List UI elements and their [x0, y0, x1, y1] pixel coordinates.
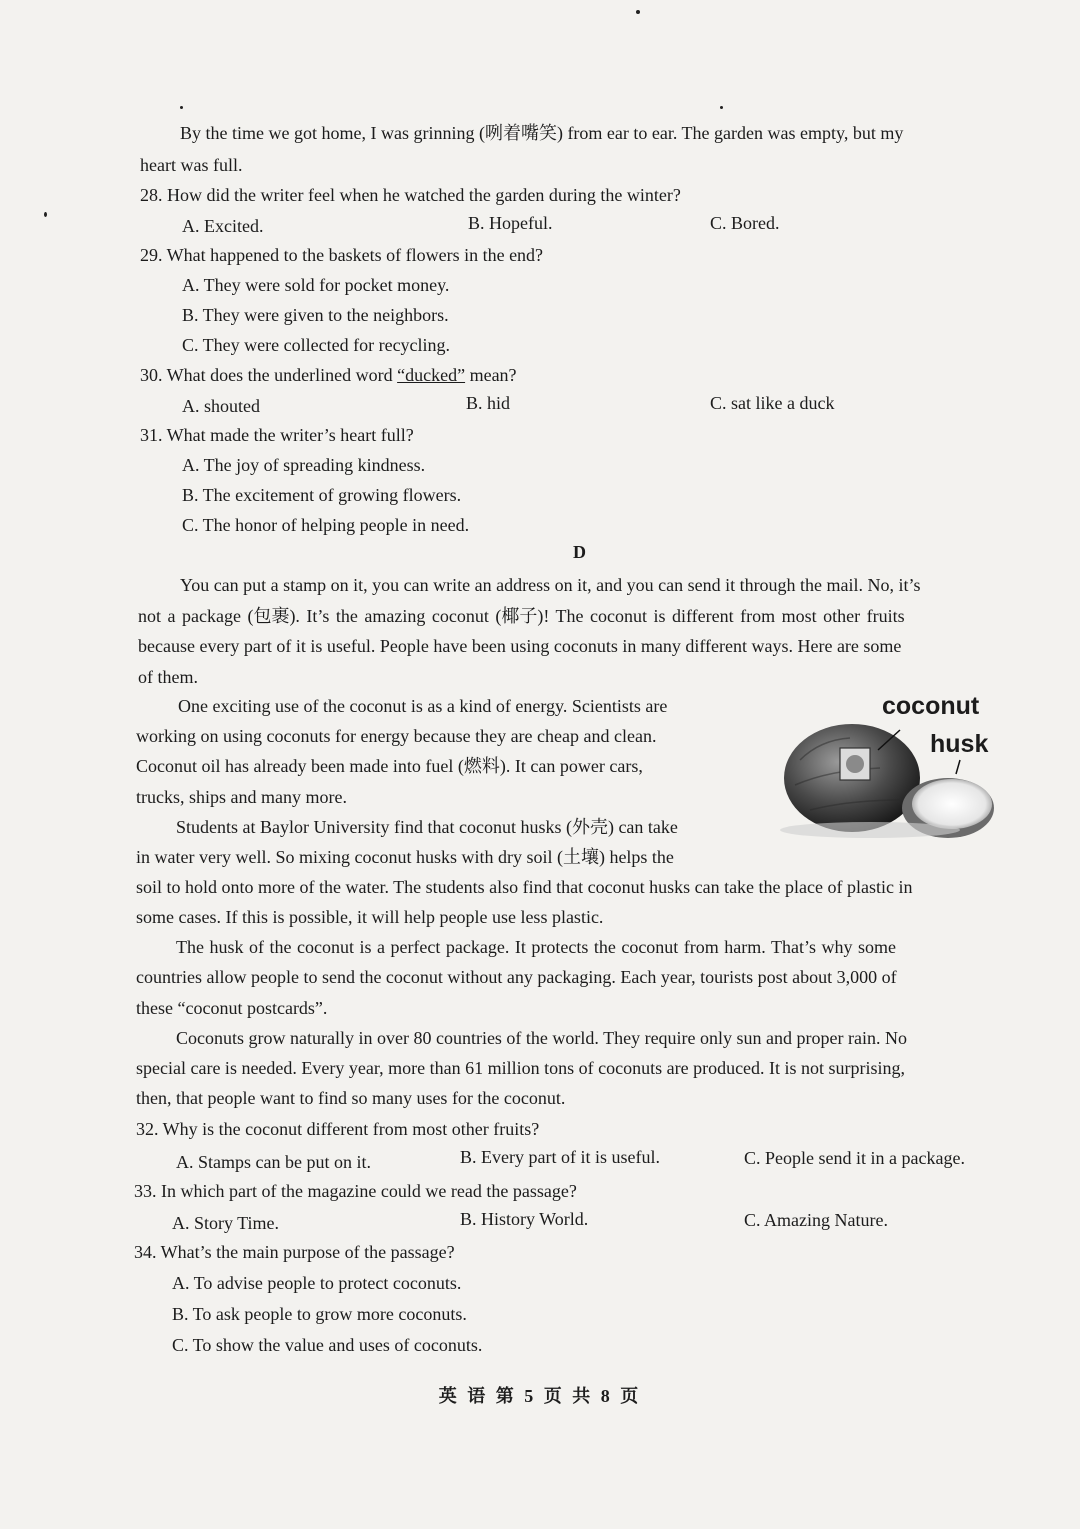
- passage-line: One exciting use of the coconut is as a kind of energy. Scientists are: [178, 696, 668, 716]
- question-stem: 32. Why is the coconut different from most other fruits?: [136, 1119, 540, 1139]
- intro-line: heart was full.: [140, 155, 243, 175]
- underlined-word: “ducked”: [397, 365, 466, 385]
- passage-line: Coconut oil has already been made into fuel (燃料). It can power cars,: [136, 756, 643, 776]
- passage-line: of them.: [138, 667, 198, 687]
- section-letter: D: [573, 542, 586, 562]
- passage-line: working on using coconuts for energy because they are cheap and clean.: [136, 726, 657, 746]
- passage-line: not a package (包裹). It’s the amazing coconut (椰子)! The coconut is different from most other fruits: [138, 606, 905, 626]
- answer-option[interactable]: A. To advise people to protect coconuts.: [172, 1273, 462, 1293]
- answer-option[interactable]: B. History World.: [460, 1209, 589, 1229]
- answer-option[interactable]: A. Excited.: [182, 216, 264, 236]
- answer-option[interactable]: A. They were sold for pocket money.: [182, 275, 450, 295]
- passage-line: The husk of the coconut is a perfect package. It protects the coconut from harm. That’s why some: [176, 937, 896, 957]
- passage-line: soil to hold onto more of the water. The students also find that coconut husks can take the place of plastic in: [136, 877, 913, 897]
- answer-option[interactable]: B. To ask people to grow more coconuts.: [172, 1304, 467, 1324]
- passage-line: Coconuts grow naturally in over 80 countries of the world. They require only sun and proper rain. No: [176, 1028, 907, 1048]
- husk-label: husk: [930, 730, 989, 758]
- page-footer: 英 语 第 5 页 共 8 页: [438, 1386, 642, 1406]
- answer-option[interactable]: B. Every part of it is useful.: [460, 1147, 660, 1167]
- answer-option[interactable]: C. To show the value and uses of coconuts.: [172, 1335, 483, 1355]
- stem-text: 30. What does the underlined word: [140, 365, 398, 385]
- answer-option[interactable]: B. hid: [466, 393, 511, 413]
- answer-option[interactable]: C. People send it in a package.: [744, 1148, 965, 1168]
- answer-option[interactable]: B. They were given to the neighbors.: [182, 305, 449, 325]
- intro-line: By the time we got home, I was grinning (咧着嘴笑) from ear to ear. The garden was empty, but my: [180, 123, 904, 143]
- answer-option[interactable]: C. The honor of helping people in need.: [182, 515, 470, 535]
- question-stem: [140, 360, 517, 390]
- question-stem: 28. How did the writer feel when he watched the garden during the winter?: [140, 185, 681, 205]
- answer-option[interactable]: A. Story Time.: [172, 1213, 280, 1233]
- stem-text: mean?: [465, 365, 517, 385]
- answer-option[interactable]: A. shouted: [182, 396, 260, 416]
- passage-line: because every part of it is useful. People have been using coconuts in many different ways. Here are some: [138, 636, 902, 656]
- answer-option[interactable]: C. sat like a duck: [710, 393, 835, 413]
- passage-line: special care is needed. Every year, more than 61 million tons of coconuts are produced. It is not surprising,: [136, 1058, 906, 1078]
- passage-line: You can put a stamp on it, you can write an address on it, and you can send it through the mail. No, it’s: [180, 575, 921, 595]
- question-stem: 31. What made the writer’s heart full?: [140, 425, 414, 445]
- answer-option[interactable]: A. The joy of spreading kindness.: [182, 455, 426, 475]
- scan-dot: [44, 212, 47, 217]
- scan-dot: [720, 106, 723, 109]
- answer-option[interactable]: C. Amazing Nature.: [744, 1210, 888, 1230]
- passage-line: Students at Baylor University find that coconut husks (外壳) can take: [176, 817, 678, 837]
- passage-line: some cases. If this is possible, it will help people use less plastic.: [136, 907, 604, 927]
- passage-line: countries allow people to send the coconut without any packaging. Each year, tourists post about 3,000 of: [136, 967, 897, 987]
- scan-dot: [180, 106, 183, 109]
- answer-option[interactable]: C. Bored.: [710, 213, 780, 233]
- scan-dot: [636, 10, 640, 14]
- question-stem: 34. What’s the main purpose of the passage?: [134, 1242, 455, 1262]
- answer-option[interactable]: B. The excitement of growing flowers.: [182, 485, 462, 505]
- passage-line: then, that people want to find so many uses for the coconut.: [136, 1088, 566, 1108]
- coconut-illustration: [760, 690, 1020, 840]
- answer-option[interactable]: A. Stamps can be put on it.: [176, 1152, 371, 1172]
- passage-line: in water very well. So mixing coconut husks with dry soil (土壤) helps the: [136, 847, 674, 867]
- coconut-label: coconut: [882, 692, 980, 720]
- passage-line: these “coconut postcards”.: [136, 998, 328, 1018]
- question-stem: 29. What happened to the baskets of flowers in the end?: [140, 245, 544, 265]
- question-stem: 33. In which part of the magazine could we read the passage?: [134, 1181, 577, 1201]
- answer-option[interactable]: B. Hopeful.: [468, 213, 553, 233]
- passage-line: trucks, ships and many more.: [136, 787, 347, 807]
- answer-option[interactable]: C. They were collected for recycling.: [182, 335, 451, 355]
